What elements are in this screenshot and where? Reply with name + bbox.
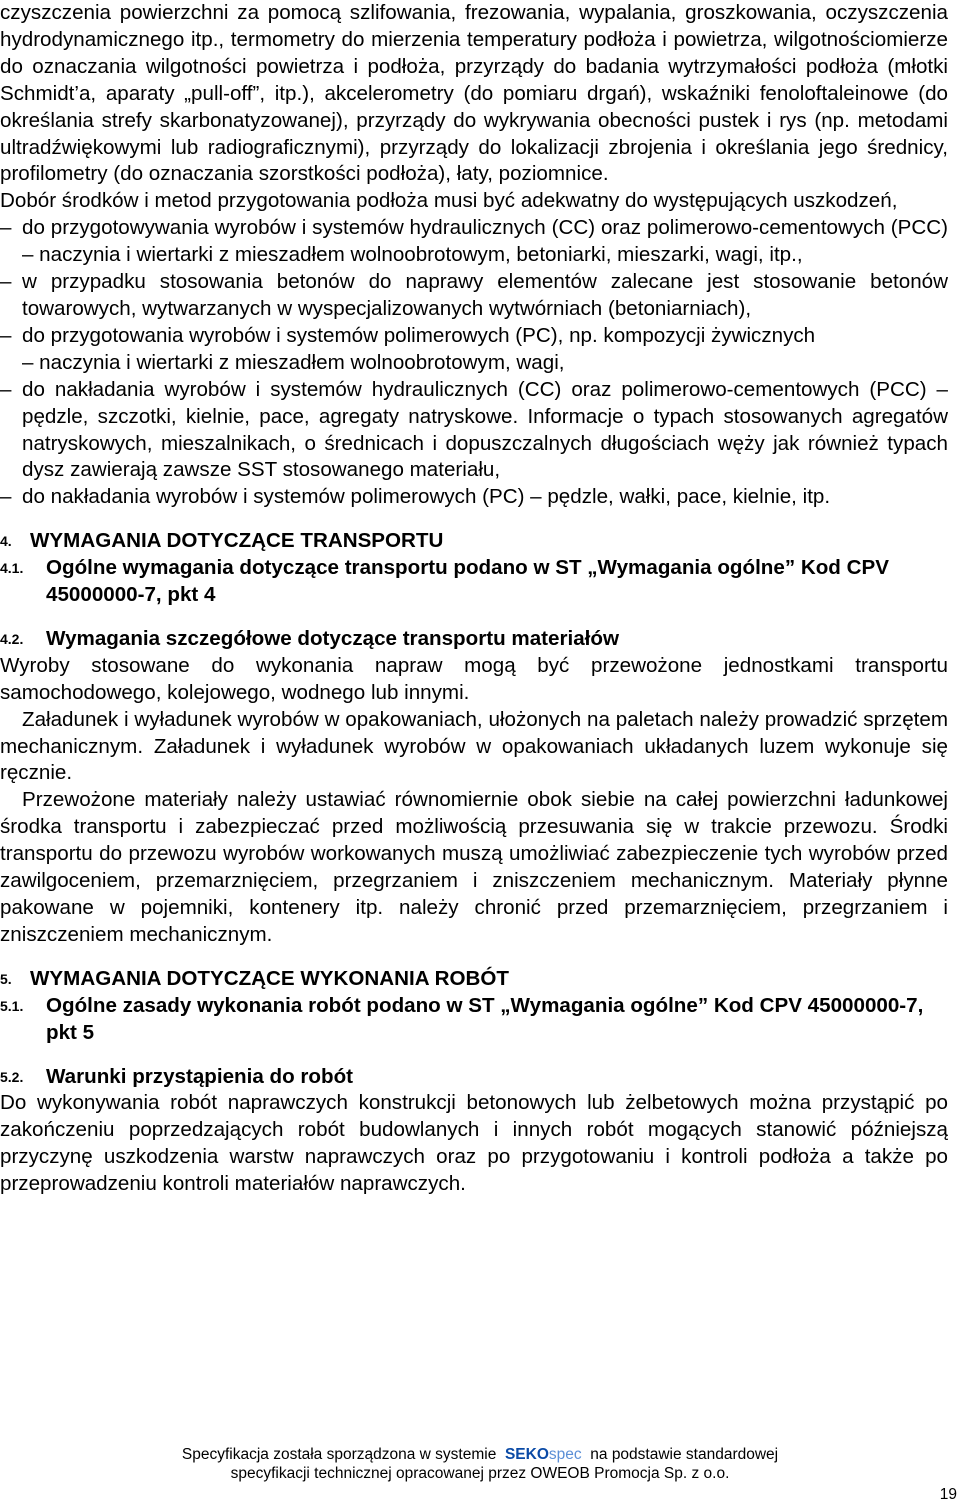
list-item (0, 323, 948, 377)
list-dash: – (0, 485, 12, 509)
list-item-text: do przygotowania wyrobów i systemów polimerowych (PC), np. kompozycji żywicznych (22, 323, 816, 347)
list-item-text: do nakładania wyrobów i systemów polimerowych (PC) – pędzle, wałki, pace, kielnie, itp. (22, 485, 831, 509)
selection-paragraph: Dobór środków i metod przygotowania podłoża musi być adekwatny do występujących uszkodzeń, (0, 189, 898, 213)
subsection-title: Ogólne wymagania dotyczące transportu podano w ST „Wymagania ogólne” Kod CPV 45000000-7, pkt 4 (46, 556, 889, 607)
section-5-1-heading (0, 993, 948, 1047)
sekospec-logo (501, 1446, 586, 1463)
work-conditions-paragraph: Do wykonywania robót naprawczych konstrukcji betonowych lub żelbetowych można przystąpić po zakończeniu poprzedzających robót budowlanych i innych robót mogących stanowić późniejszą przyczynę uszkodzenia warstw naprawczych oraz po przygotowaniu i kontroli podłoża a także po przeprowadzeniu kontroli materiałów naprawczych. (0, 1091, 948, 1196)
list-item-text: w przypadku stosowania betonów do naprawy elementów zalecane jest stosowanie betonów towarowych, wytwarzanych w wyspecjalizowanych wytwórniach (betoniarniach), (22, 270, 948, 320)
section-title: WYMAGANIA DOTYCZĄCE WYKONANIA ROBÓT (30, 966, 509, 990)
footer-line-1 (0, 1445, 960, 1464)
list-item-subline: – naczynia i wiertarki z mieszadłem wolnoobrotowym, wagi, (22, 350, 565, 374)
list-dash: – (0, 270, 12, 294)
subsection-title: Warunki przystąpienia do robót (46, 1064, 354, 1088)
section-number: 5. (0, 970, 12, 987)
list-dash: – (0, 216, 12, 240)
section-number: 4. (0, 533, 12, 550)
footer-text: na podstawie standardowej (590, 1446, 779, 1463)
subsection-number: 5.1. (0, 997, 24, 1014)
list-item (0, 215, 948, 269)
footer-line-2: specyfikacji technicznej opracowanej przez OWEOB Promocja Sp. z o.o. (230, 1465, 730, 1482)
section-4-1-heading (0, 555, 948, 609)
transport-paragraph-1: Wyroby stosowane do wykonania napraw mogą być przewożone jednostkami transportu samochodowego, kolejowego, wodnego lub innymi. (0, 653, 948, 704)
page-number: 19 (939, 1486, 957, 1503)
subsection-title: Wymagania szczegółowe dotyczące transportu materiałów (46, 626, 619, 650)
section-4-heading (0, 528, 948, 555)
section-5-heading (0, 966, 948, 993)
subsection-number: 4.2. (0, 630, 24, 647)
subsection-number: 5.2. (0, 1068, 24, 1085)
section-4-2-heading (0, 626, 948, 653)
list-item-text: do przygotowywania wyrobów i systemów hydraulicznych (CC) oraz polimerowo-cementowych (PCC) – naczynia i wiertarki z mieszadłem wolnoobrotowym, betoniarki, mieszarki, wagi, itp., (22, 216, 948, 267)
footer-text: Specyfikacja została sporządzona w systemie (181, 1446, 497, 1463)
page-footer (0, 1445, 960, 1483)
logo-part-spec: spec (548, 1446, 582, 1463)
list-item (0, 269, 948, 323)
section-5-2-heading (0, 1064, 948, 1091)
list-item-text: do nakładania wyrobów i systemów hydraulicznych (CC) oraz polimerowo-cementowych (PCC) – pędzle, szczotki, kielnie, pace, agregaty natryskowe. Informacje o typach stosowanych agregatów natryskowych, mieszalnikach, o średnicach i dopuszczalnych długościach węży jak również typach dysz zawierają zawsze SST stosowanego materiału, (22, 377, 948, 482)
logo-part-seko: SEKO (504, 1446, 549, 1463)
subsection-title: Ogólne zasady wykonania robót podano w ST „Wymagania ogólne” Kod CPV 45000000-7, pkt 5 (46, 993, 924, 1044)
list-item (0, 484, 948, 511)
section-title: WYMAGANIA DOTYCZĄCE TRANSPORTU (30, 529, 444, 553)
transport-paragraph-2: Załadunek i wyładunek wyrobów w opakowaniach, ułożonych na paletach należy prowadzić sprzętem mechanicznym. Załadunek i wyładunek wyrobów w opakowaniach układanych luzem wykonuje się ręcznie. (0, 707, 948, 785)
equipment-paragraph: czyszczenia powierzchni za pomocą szlifowania, frezowania, wypalania, groszkowania, oczyszczenia hydrodynamicznego itp., termometry do mierzenia temperatury podłoża i powietrza, wilgotnościomierze do oznaczania wilgotności powietrza i podłoża, przyrządy do badania wytrzymałości podłoża (młotki Schmidt’a, aparaty „pull-off”, itp.), akcelerometry (do pomiaru drgań), wskaźniki fenoloftaleinowe (do określania strefy skarbonatyzowanej), przyrządy do wykrywania obecności pustek i rys (np. metodami ultradźwiękowymi lub radiograficznymi), przyrządy do lokalizacji zbrojenia i określania jego średnicy, profilometry (do oznaczania szorstkości podłoża), łaty, poziomnice. (0, 1, 948, 186)
subsection-number: 4.1. (0, 560, 24, 577)
list-dash: – (0, 323, 12, 347)
list-dash: – (0, 377, 12, 401)
transport-paragraph-3: Przewożone materiały należy ustawiać równomiernie obok siebie na całej powierzchni ładunkowej środka transportu i zabezpieczać przed możliwością przesuwania się w trakcie przewozu. Środki transportu do przewozu wyrobów workowanych muszą umożliwiać zabezpieczenie tych wyrobów przed zawilgoceniem, przemarznięciem, przegrzaniem i zniszczeniem mechanicznym. Materiały płynne pakowane w pojemniki, kontenery itp. należy chronić przed przemarznięciem, przegrzaniem i zniszczeniem mechanicznym. (0, 788, 948, 946)
list-item (0, 377, 948, 485)
